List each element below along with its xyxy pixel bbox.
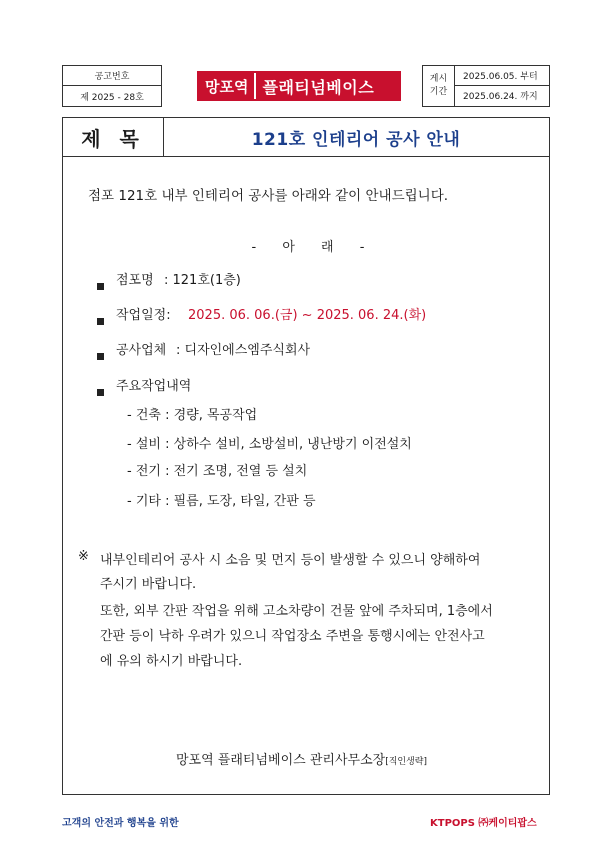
page-title: 121호 인테리어 공사 안내 xyxy=(251,129,461,150)
signature-text: 망포역 플래티넘베이스 관리사무소장 xyxy=(176,753,386,768)
seal-omitted: [직인생략] xyxy=(385,757,428,767)
work-item-architecture: - 건축 : 경량, 목공작업 xyxy=(127,408,258,423)
schedule-value: 2025. 06. 06.(금) ~ 2025. 06. 24.(화) xyxy=(188,308,427,323)
posting-to: 2025.06.24. 까지 xyxy=(463,92,538,103)
note-line-1: 내부인테리어 공사 시 소음 및 먼지 등이 발생할 수 있으니 양해하여 xyxy=(100,553,481,568)
notice-number-value: 제 2025 - 28호 xyxy=(80,93,144,103)
company-value: : 디자인에스엠주식회사 xyxy=(176,343,311,358)
work-item-electrical: - 전기 : 전기 조명, 전열 등 설치 xyxy=(127,464,308,479)
bullet-square-icon xyxy=(97,381,104,400)
schedule-label: 작업일정: xyxy=(116,308,171,323)
work-item-etc: - 기타 : 필름, 도장, 타일, 간판 등 xyxy=(127,494,316,509)
store-label: 점포명 xyxy=(116,273,154,288)
title-row xyxy=(62,117,550,157)
work-item-facilities: - 설비 : 상하수 설비, 소방설비, 냉난방기 이전설치 xyxy=(127,437,412,452)
works-label: 주요작업내역 xyxy=(116,379,192,394)
bullet-square-icon xyxy=(97,275,104,294)
intro-text: 점포 121호 내부 인테리어 공사를 아래와 같이 안내드립니다. xyxy=(88,188,449,204)
logo-station-text: 망포역 xyxy=(199,73,256,99)
footer-company: KTPOPS ㈜케이티팝스 xyxy=(430,818,537,829)
note-mark: ※ xyxy=(78,549,89,564)
footer-slogan: 고객의 안전과 행복을 위한 xyxy=(62,818,179,829)
title-label: 제 목 xyxy=(63,118,164,156)
note-line-5: 에 유의 하시기 바랍니다. xyxy=(100,654,243,669)
note-line-3: 또한, 외부 간판 작업을 위해 고소차량이 건물 앞에 주차되며, 1층에서 xyxy=(100,604,493,619)
note-line-2: 주시기 바랍니다. xyxy=(100,577,197,592)
posting-period-dates xyxy=(455,66,549,106)
bullet-square-icon xyxy=(97,345,104,364)
notice-number-box xyxy=(62,65,162,107)
posting-period-box xyxy=(422,65,550,107)
signature xyxy=(176,749,427,768)
company-label: 공사업체 xyxy=(116,343,167,358)
store-value: : 121호(1층) xyxy=(164,273,241,288)
posting-period-label: 게시기간 xyxy=(423,66,455,106)
posting-from: 2025.06.05. 부터 xyxy=(455,66,549,86)
bullet-square-icon xyxy=(97,310,104,329)
note-line-4: 간판 등이 낙하 우려가 있으니 작업장소 주변을 통행시에는 안전사고 xyxy=(100,629,485,644)
brand-logo xyxy=(197,71,401,101)
below-heading: - 아 래 - xyxy=(251,240,365,255)
logo-name-text: 플래티넘베이스 xyxy=(256,73,380,99)
notice-number-label: 공고번호 xyxy=(63,66,161,86)
